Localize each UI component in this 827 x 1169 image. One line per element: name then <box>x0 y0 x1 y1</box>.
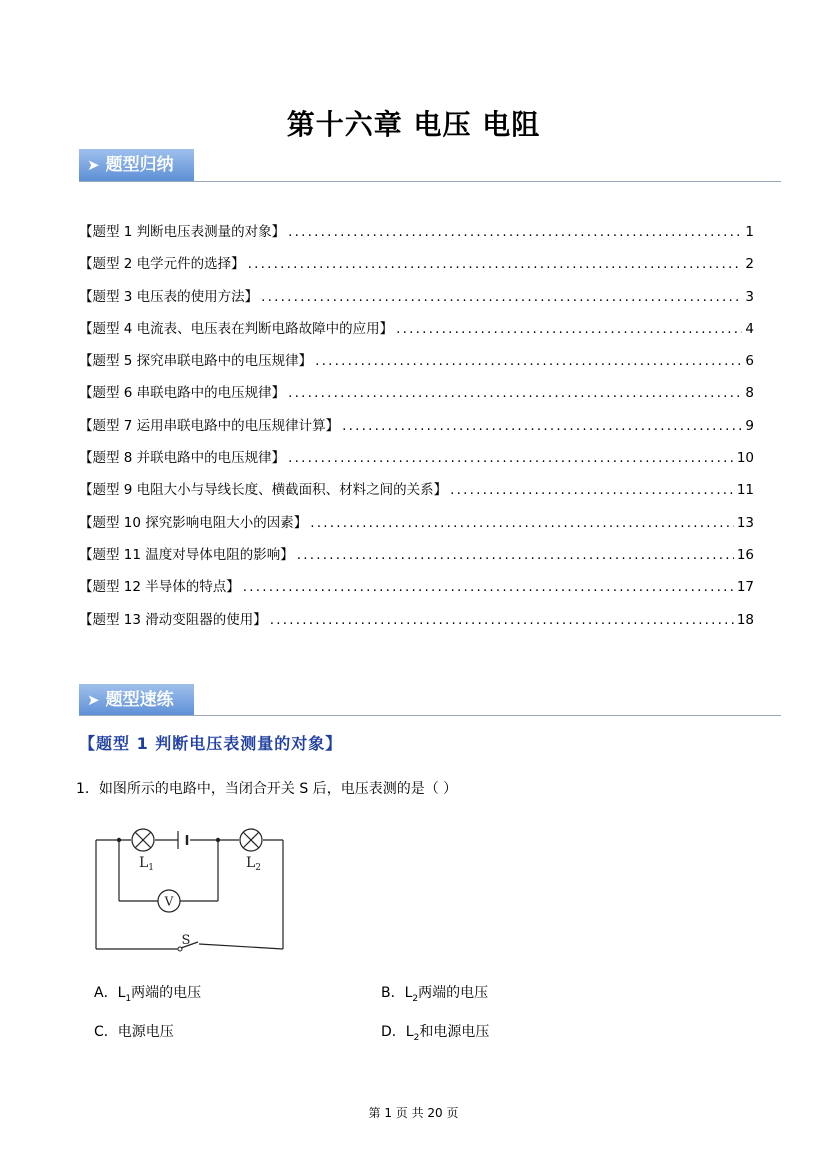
section-divider <box>79 715 781 716</box>
lamp-l1-label: $L_1$ <box>139 855 155 873</box>
page-footer: 第 1 页 共 20 页 <box>368 1106 459 1120</box>
section-banner-label: 题型速练 <box>105 690 174 710</box>
toc-row[interactable]: 【题型 10 探究影响电阻大小的因素】 ..... 13 <box>79 507 754 539</box>
circuit-diagram <box>90 820 300 960</box>
arrow-right-icon: ➤ <box>87 691 100 709</box>
toc-row[interactable]: 【题型 11 温度对导体电阻的影响】 ..... 16 <box>79 539 754 571</box>
option-a[interactable]: A．$L_1$两端的电压 <box>94 985 202 1004</box>
toc-row[interactable]: 【题型 3 电压表的使用方法】 ..... 3 <box>79 281 754 313</box>
page-title: 第十六章 电压 电阻 <box>286 108 541 141</box>
toc-row[interactable]: 【题型 4 电流表、电压表在判断电路故障中的应用】 ..... 4 <box>79 313 754 345</box>
toc-row[interactable]: 【题型 13 滑动变阻器的使用】 ..... 18 <box>79 604 754 636</box>
toc-row[interactable]: 【题型 9 电阻大小与导线长度、横截面积、材料之间的关系】 ..... 11 <box>79 474 754 506</box>
toc-row[interactable]: 【题型 12 半导体的特点】 ..... 17 <box>79 571 754 603</box>
switch-s <box>178 933 198 951</box>
section-banner-practice <box>79 684 194 716</box>
svg-text:S: S <box>181 933 191 948</box>
toc-row[interactable]: 【题型 7 运用串联电路中的电压规律计算】 ..... 9 <box>79 410 754 442</box>
arrow-right-icon: ➤ <box>87 156 100 174</box>
voltmeter <box>158 890 180 912</box>
section-banner-summary <box>79 149 194 181</box>
question-type-heading: 【题型 1 判断电压表测量的对象】 <box>79 734 343 753</box>
svg-text:V: V <box>164 894 174 909</box>
option-d[interactable]: D．$L_2$和电源电压 <box>381 1024 490 1043</box>
toc-row[interactable]: 【题型 2 电学元件的选择】 ..... 2 <box>79 248 754 280</box>
question-stem: 1．如图所示的电路中，当闭合开关 S 后，电压表测的是（ ） <box>76 781 458 797</box>
toc-row[interactable]: 【题型 5 探究串联电路中的电压规律】 ..... 6 <box>79 345 754 377</box>
battery <box>178 831 187 849</box>
table-of-contents <box>79 216 754 636</box>
option-c[interactable]: C．电源电压 <box>94 1024 174 1040</box>
toc-row[interactable]: 【题型 6 串联电路中的电压规律】 ..... 8 <box>79 377 754 409</box>
section-banner-label: 题型归纳 <box>105 155 174 175</box>
junction-dot <box>216 838 220 842</box>
toc-row[interactable]: 【题型 1 判断电压表测量的对象】 ..... 1 <box>79 216 754 248</box>
option-b[interactable]: B．$L_2$两端的电压 <box>381 985 489 1004</box>
lamp-l1 <box>132 829 154 851</box>
section-divider <box>79 181 781 182</box>
lamp-l2 <box>240 829 262 851</box>
lamp-l2-label: $L_2$ <box>246 855 262 873</box>
toc-row[interactable]: 【题型 8 并联电路中的电压规律】 ..... 10 <box>79 442 754 474</box>
junction-dot <box>117 838 121 842</box>
